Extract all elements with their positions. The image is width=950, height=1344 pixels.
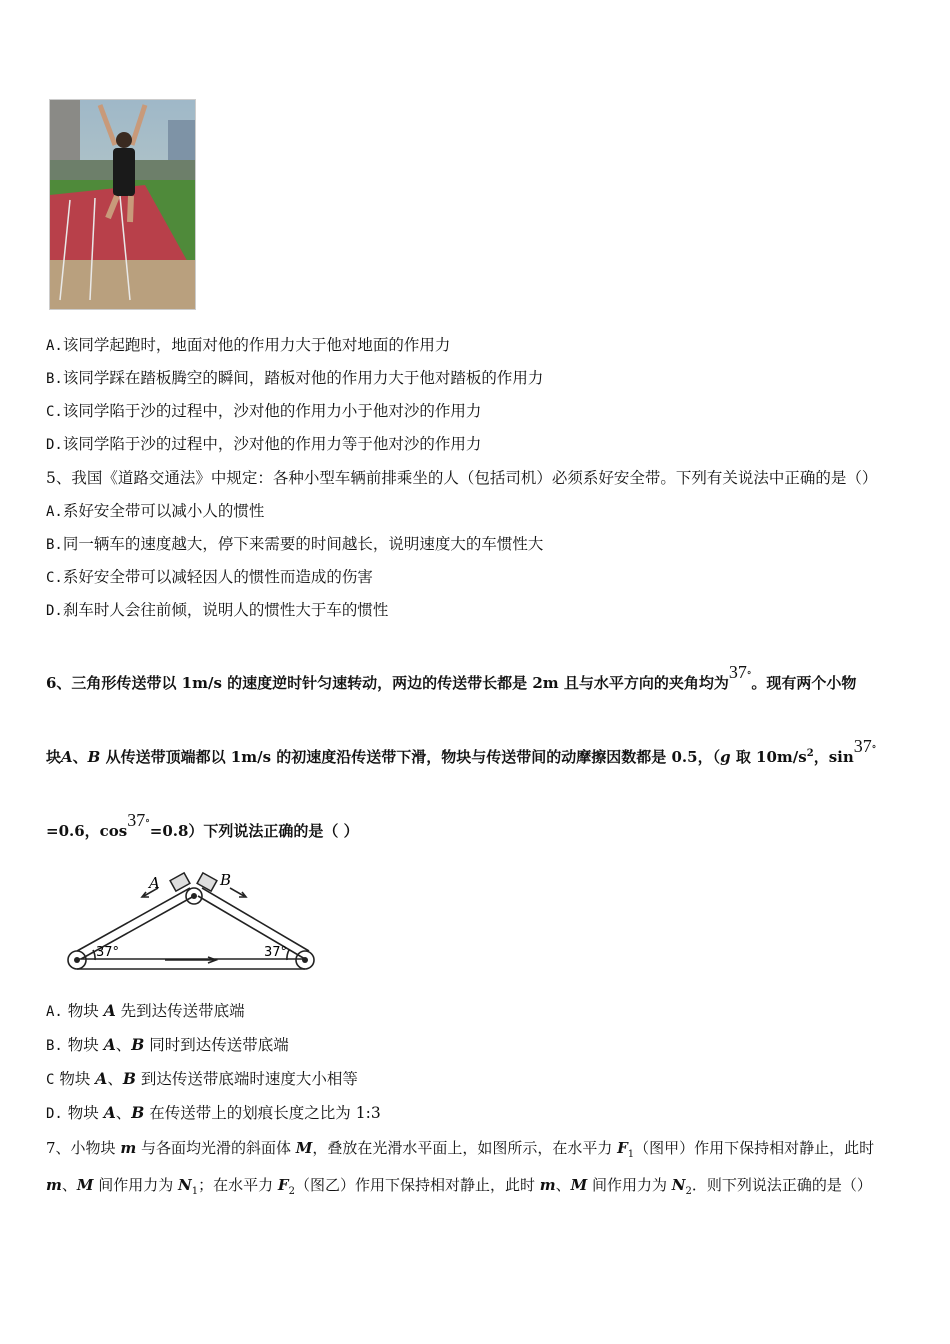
option-text: 同时到达传送带底端 xyxy=(144,1036,289,1054)
option-text: 该同学踩在踏板腾空的瞬间，踏板对他的作用力大于他对踏板的作用力 xyxy=(62,369,544,387)
text: （图甲）作用下保持相对静止，此时 xyxy=(634,1139,875,1157)
option-text: 物块 xyxy=(62,1002,104,1020)
option-letter: D. xyxy=(46,437,63,453)
separator: 、 xyxy=(107,1070,123,1088)
option-text: 该同学陷于沙的过程中，沙对他的作用力小于他对沙的作用力 xyxy=(62,402,482,420)
text: ，叠放在光滑水平面上，如图所示，在水平力 xyxy=(312,1139,618,1157)
q5-option-c xyxy=(46,567,373,588)
text: ．则下列说法正确的是（） xyxy=(691,1176,872,1194)
option-letter: B. xyxy=(46,1038,63,1054)
degree-symbol: ° xyxy=(145,819,150,829)
var-N: N xyxy=(178,1176,192,1194)
option-letter: A. xyxy=(46,504,63,520)
subscript-2: 2 xyxy=(685,1186,692,1197)
q7-stem-line-1 xyxy=(46,1138,874,1161)
text: ；在水平力 xyxy=(198,1176,278,1194)
subscript-1: 1 xyxy=(191,1186,199,1197)
var-m: m xyxy=(46,1176,62,1194)
text: 间作用力为 xyxy=(587,1176,672,1194)
degree-symbol: ° xyxy=(746,671,752,681)
q5-option-d xyxy=(46,600,388,621)
var-a: A xyxy=(103,1103,116,1122)
text: 7、小物块 xyxy=(46,1139,121,1157)
q4-option-b xyxy=(46,368,543,389)
q6-stem-line-2 xyxy=(46,736,877,770)
label-b: B xyxy=(220,871,232,889)
conveyor-diagram xyxy=(60,868,330,978)
option-text: 到达传送带底端时速度大小相等 xyxy=(135,1070,358,1088)
text: =0.8）下列说法正确的是（ ） xyxy=(149,822,359,840)
option-text: 系好安全带可以减轻因人的惯性而造成的伤害 xyxy=(62,568,373,586)
degree-symbol: ° xyxy=(871,745,877,755)
text: 6、三角形传送带以 1m/s 的速度逆时针匀速转动，两边的传送带长都是 2m 且与水平方向的夹角均为 xyxy=(46,674,729,692)
var-M: M xyxy=(295,1139,313,1157)
q6-option-d xyxy=(46,1103,381,1124)
var-b: B xyxy=(131,1035,145,1054)
var-F: F xyxy=(617,1139,628,1157)
text: =0.6，cos xyxy=(46,822,128,840)
option-letter: A. xyxy=(46,1004,63,1020)
separator: 、 xyxy=(115,1104,132,1122)
angle-value: 37 xyxy=(127,810,146,830)
text: （图乙）作用下保持相对静止，此时 xyxy=(294,1176,540,1194)
option-letter: B. xyxy=(46,371,63,387)
option-letter: D. xyxy=(46,1106,63,1122)
var-M: M xyxy=(76,1176,94,1194)
separator: 、 xyxy=(61,1176,77,1194)
var-g: g xyxy=(720,748,731,766)
var-b: B xyxy=(122,1069,136,1088)
angle-left: 37° xyxy=(96,945,120,960)
option-text: 刹车时人会往前倾，说明人的惯性大于车的惯性 xyxy=(62,601,389,619)
option-letter: C xyxy=(46,1072,55,1088)
var-a: A xyxy=(95,1069,108,1088)
angle-value: 37 xyxy=(728,662,747,682)
option-text: 先到达传送带底端 xyxy=(115,1002,245,1020)
q6-stem-line-1 xyxy=(46,662,857,696)
angle-value: 37 xyxy=(853,736,872,756)
q4-option-a xyxy=(46,335,450,356)
option-text: 系好安全带可以减小人的惯性 xyxy=(62,502,265,520)
text: 、 xyxy=(72,748,88,766)
q5-option-b xyxy=(46,534,543,555)
separator: 、 xyxy=(555,1176,571,1194)
text: 从传送带顶端都以 1m/s 的初速度沿传送带下滑，物块与传送带间的动摩擦因数都是 0.5，（ xyxy=(100,748,721,766)
var-b: B xyxy=(87,748,101,766)
option-text: 该同学起跑时，地面对他的作用力大于他对地面的作用力 xyxy=(62,336,451,354)
option-text: 物块 xyxy=(54,1070,96,1088)
conveyor-diagram-drawing xyxy=(60,868,330,978)
option-text: 同一辆车的速度越大，停下来需要的时间越长，说明速度大的车惯性大 xyxy=(62,535,544,553)
q5-option-a xyxy=(46,501,264,522)
subscript-2: 2 xyxy=(288,1186,295,1197)
text: 块 xyxy=(46,748,62,766)
text: 。现有两个小物 xyxy=(751,674,857,692)
text: 间作用力为 xyxy=(93,1176,179,1194)
var-m: m xyxy=(120,1139,137,1157)
q6-option-c xyxy=(46,1069,358,1090)
option-letter: C. xyxy=(46,570,63,586)
var-F: F xyxy=(277,1176,289,1194)
option-letter: C. xyxy=(46,404,63,420)
q5-stem: 5、我国《道路交通法》中规定：各种小型车辆前排乘坐的人（包括司机）必须系好安全带。下列有关说法中正确的是（） xyxy=(46,469,878,487)
text: ，sin xyxy=(813,748,854,766)
var-N: N xyxy=(671,1176,686,1194)
option-letter: D. xyxy=(46,603,63,619)
option-text: 物块 xyxy=(62,1036,104,1054)
label-a: A xyxy=(149,874,160,892)
option-letter: A. xyxy=(46,338,63,354)
q4-option-c xyxy=(46,401,481,422)
q7-stem-line-2 xyxy=(46,1175,872,1198)
q6-stem-line-3 xyxy=(46,810,359,844)
text: 取 10m/s xyxy=(730,748,807,766)
subscript-1: 1 xyxy=(627,1149,635,1160)
var-a: A xyxy=(103,1035,116,1054)
option-text: 物块 xyxy=(62,1104,104,1122)
superscript-2: 2 xyxy=(806,748,814,759)
option-text: 该同学陷于沙的过程中，沙对他的作用力等于他对沙的作用力 xyxy=(62,435,482,453)
long-jump-photo-drawing xyxy=(50,100,195,309)
long-jump-photo xyxy=(49,99,196,310)
angle-right: 37° xyxy=(264,945,288,960)
q6-option-b xyxy=(46,1035,289,1056)
separator: 、 xyxy=(115,1036,132,1054)
var-m: m xyxy=(539,1176,556,1194)
var-a: A xyxy=(103,1001,116,1020)
option-letter: B. xyxy=(46,537,63,553)
var-M: M xyxy=(570,1176,588,1194)
q6-option-a xyxy=(46,1001,245,1022)
var-a: A xyxy=(61,748,73,766)
option-text: 在传送带上的划痕长度之比为 1:3 xyxy=(144,1104,381,1122)
var-b: B xyxy=(131,1103,145,1122)
text: 与各面均光滑的斜面体 xyxy=(136,1139,296,1157)
q4-option-d xyxy=(46,434,481,455)
